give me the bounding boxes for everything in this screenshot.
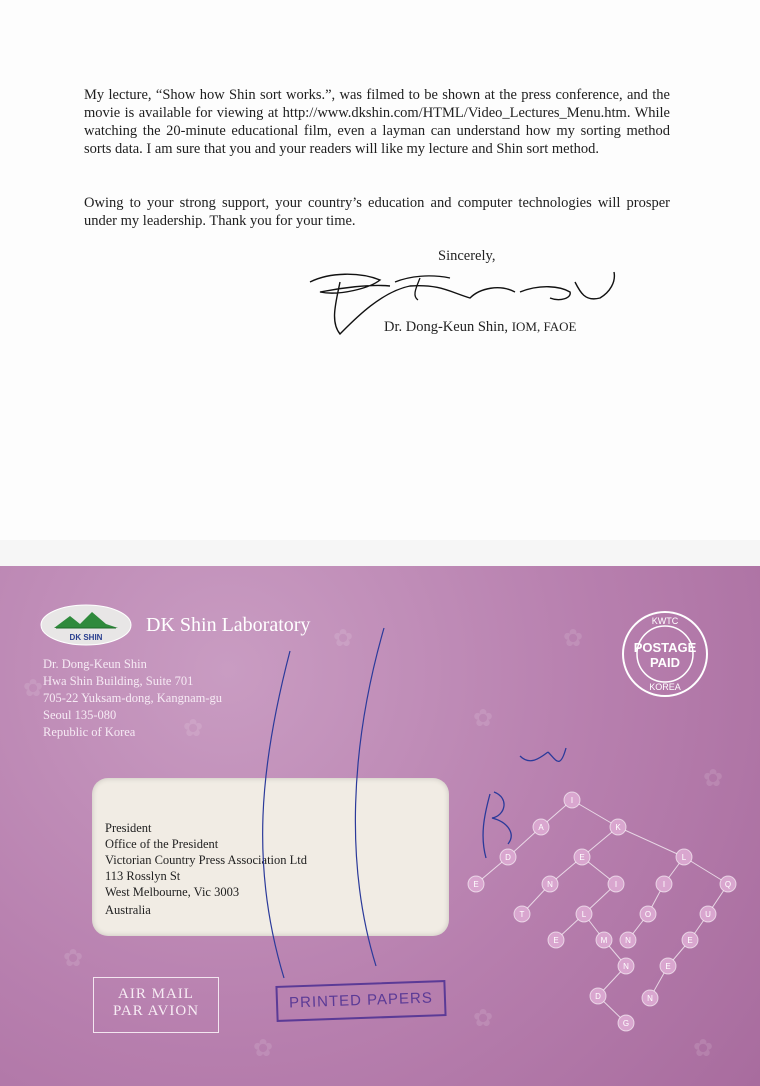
tree-node-label: L bbox=[581, 910, 587, 919]
tree-node-label: E bbox=[665, 962, 671, 971]
return-address-line: 705-22 Yuksam-dong, Kangnam-gu bbox=[43, 691, 223, 705]
postage-label: POSTAGE bbox=[633, 640, 697, 655]
recipient-line: West Melbourne, Vic 3003 bbox=[105, 885, 240, 899]
flower-pattern-icon: ✿ bbox=[182, 716, 204, 742]
flower-pattern-icon: ✿ bbox=[22, 676, 44, 702]
tree-node-label: M bbox=[600, 936, 608, 945]
tree-node-label: K bbox=[615, 823, 621, 832]
flower-pattern-icon: ✿ bbox=[692, 1036, 714, 1062]
flower-pattern-icon: ✿ bbox=[562, 626, 584, 652]
letter-paragraph-2: Owing to your strong support, your country’s education and computer technologies will prosper under my leadership. Thank you for your time. bbox=[84, 195, 670, 229]
return-address-line: Dr. Dong-Keun Shin bbox=[43, 657, 147, 671]
return-address-line: Seoul 135-080 bbox=[43, 708, 117, 722]
tree-node-label: U bbox=[705, 910, 711, 919]
tree-node-label: D bbox=[595, 992, 601, 1001]
recipient-line: Victorian Country Press Association Ltd bbox=[105, 853, 308, 867]
tree-node-label: N bbox=[625, 936, 631, 945]
return-address-line: Hwa Shin Building, Suite 701 bbox=[43, 674, 194, 688]
letter-paragraph-1: My lecture, “Show how Shin sort works.”, was filmed to be shown at the press conference, and the movie is available for viewing at http://www.dkshin.com/HTML/Video_Lectures_Menu.htm. While watching the 20-minute educational film, even a layman can understand how my sorting method sorts data. I am sure that you and your readers will like my lecture and Shin sort method. bbox=[84, 87, 670, 157]
pen-marks bbox=[0, 566, 760, 1086]
tree-node-label: I bbox=[662, 880, 666, 889]
tree-node-label: E bbox=[553, 936, 559, 945]
tree-node-label: Q bbox=[724, 880, 732, 889]
tree-node-label: L bbox=[681, 853, 687, 862]
tree-node-label: D bbox=[505, 853, 511, 862]
tree-node-label: N bbox=[647, 994, 653, 1003]
recipient-line: Office of the President bbox=[105, 837, 219, 851]
postage-ring-top: KWTC bbox=[651, 616, 679, 626]
paid-label: PAID bbox=[649, 655, 681, 670]
printed-papers-stamp: PRINTED PAPERS bbox=[275, 980, 446, 1022]
flower-pattern-icon: ✿ bbox=[702, 766, 724, 792]
postage-ring-bottom: KOREA bbox=[649, 682, 681, 692]
recipient-line: Australia bbox=[105, 903, 151, 917]
tree-node-label: E bbox=[473, 880, 479, 889]
tree-node-label: G bbox=[622, 1019, 630, 1028]
flower-pattern-icon: ✿ bbox=[252, 1036, 274, 1062]
airmail-line-2: PAR AVION bbox=[112, 1003, 200, 1019]
tree-node-label: N bbox=[623, 962, 629, 971]
tree-node-label: N bbox=[547, 880, 553, 889]
lab-name: DK Shin Laboratory bbox=[146, 614, 311, 636]
flower-pattern-icon: ✿ bbox=[472, 1006, 494, 1032]
letter-closing: Sincerely, bbox=[438, 248, 496, 264]
letter-signer bbox=[384, 319, 576, 336]
recipient-line: 113 Rosslyn St bbox=[105, 869, 181, 883]
recipient-line: President bbox=[105, 821, 152, 835]
letter-page bbox=[0, 0, 760, 540]
tree-node-label: O bbox=[644, 910, 652, 919]
tree-node-label: I bbox=[614, 880, 618, 889]
flower-pattern-icon: ✿ bbox=[472, 706, 494, 732]
tree-node-label: E bbox=[687, 936, 693, 945]
envelope bbox=[0, 566, 760, 1086]
signer-credentials: IOM, FAOE bbox=[511, 319, 577, 334]
tree-node-label: E bbox=[579, 853, 585, 862]
tree-node-label: T bbox=[519, 910, 525, 919]
tree-node-label: A bbox=[538, 823, 544, 832]
flower-pattern-icon: ✿ bbox=[332, 626, 354, 652]
return-address-line: Republic of Korea bbox=[43, 725, 136, 739]
signer-name: Dr. Dong-Keun Shin, bbox=[384, 319, 509, 335]
fold-gap bbox=[0, 540, 760, 566]
airmail-line-1: AIR MAIL bbox=[118, 986, 194, 1002]
logo-text: DK SHIN bbox=[69, 633, 103, 642]
tree-node-label: I bbox=[570, 796, 574, 805]
flower-pattern-icon: ✿ bbox=[62, 946, 84, 972]
